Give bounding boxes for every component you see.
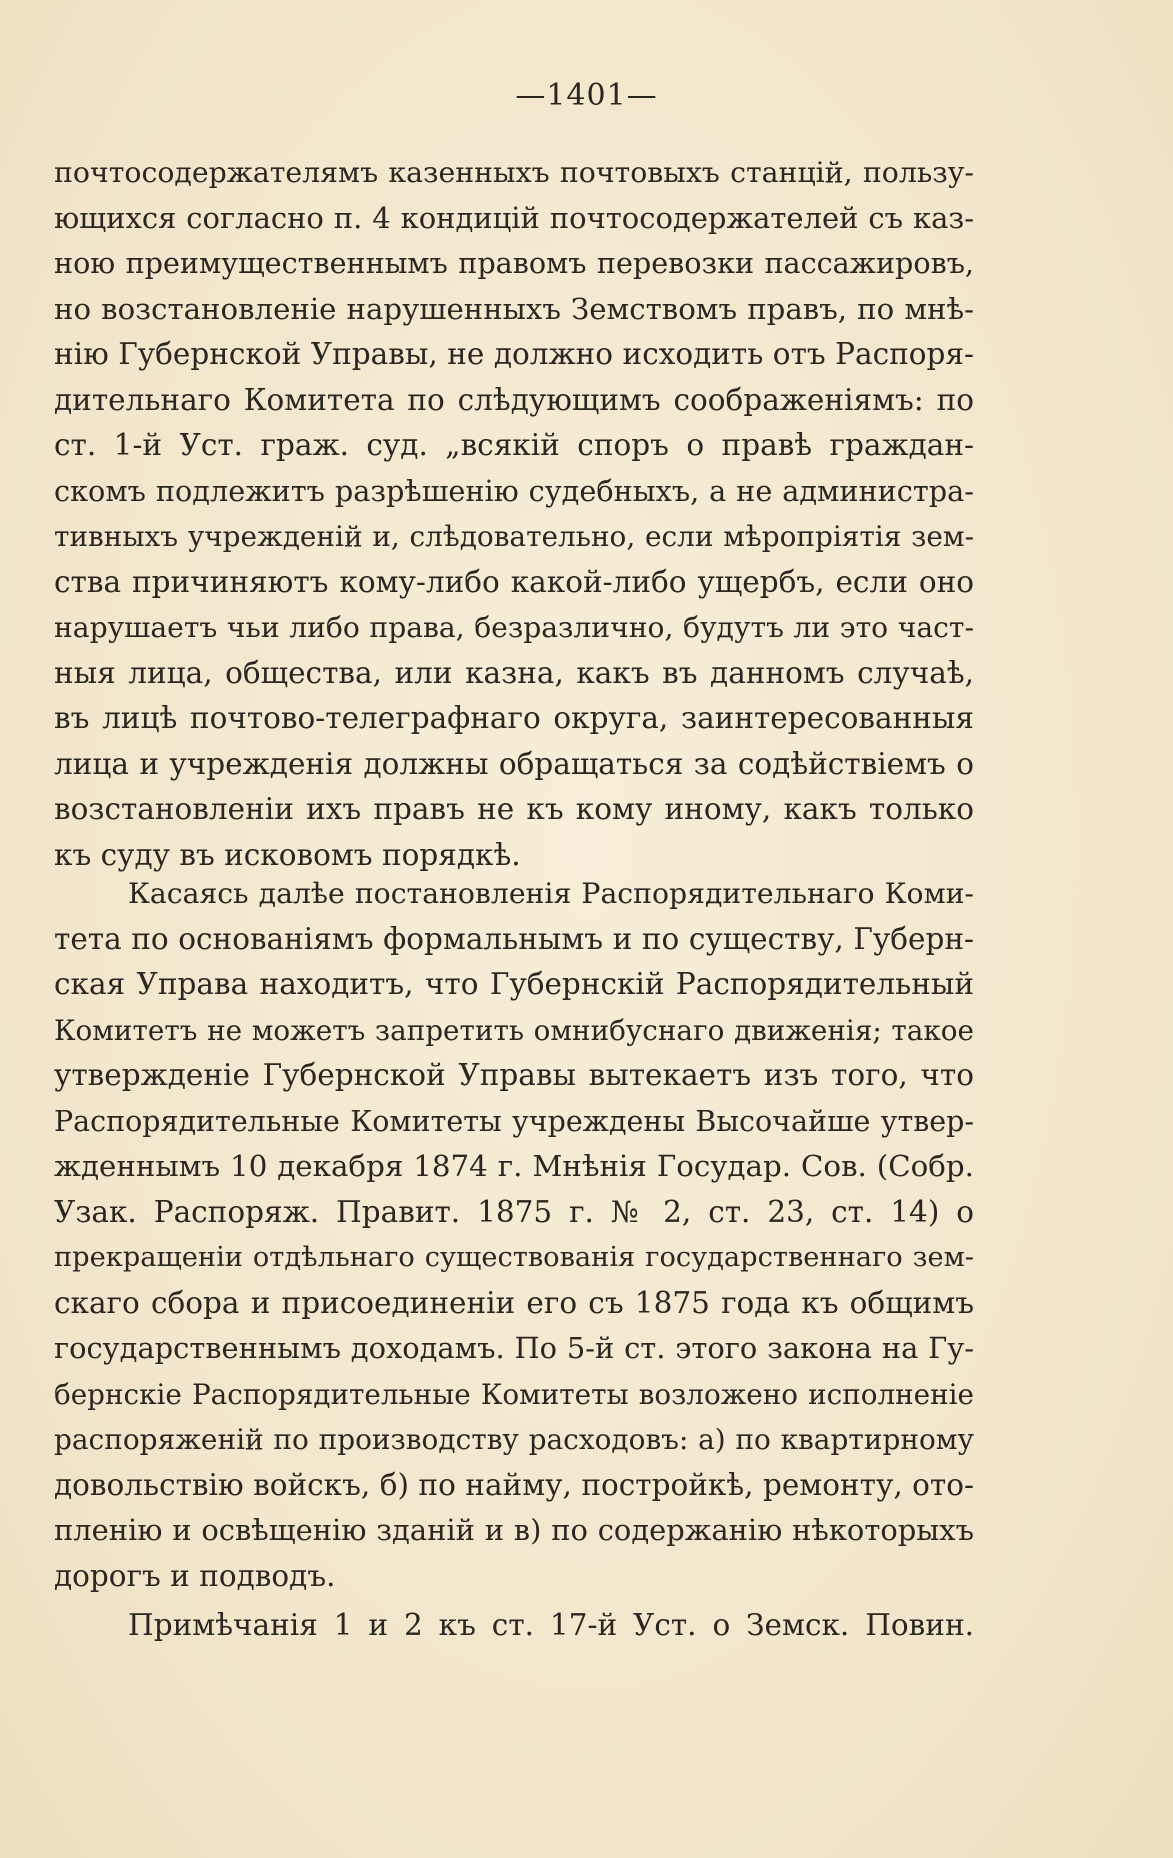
- text-line: возстановленіи ихъ правъ не къ кому иному, какъ только: [54, 792, 974, 826]
- paragraph-1: [54, 150, 974, 878]
- text-line: Примѣчанія 1 и 2 къ ст. 17-й Уст. о Земск. Повин.: [128, 1608, 974, 1642]
- text-line: ющихся согласно п. 4 кондицій почтосодержателей съ каз-: [54, 200, 974, 235]
- text-line: ныя лица, общества, или казна, какъ въ данномъ случаѣ,: [54, 655, 974, 690]
- text-line: прекращеніи отдѣльнаго существованія государственнаго зем-: [54, 1242, 974, 1273]
- text-line: бернскіе Распорядительные Комитеты возложено исполненіе: [54, 1377, 974, 1411]
- text-line: довольствію войскъ, б) по найму, постройкѣ, ремонту, ото-: [54, 1467, 974, 1502]
- text-line: дорогъ и подводъ.: [54, 1558, 336, 1593]
- text-line: распоряженій по производству расходовъ: а) по квартирному: [54, 1423, 974, 1456]
- text-line: почтосодержателямъ казенныхъ почтовыхъ станцій, пользу-: [54, 156, 974, 189]
- text-line: пленію и освѣщенію зданій и в) по содержанію нѣкоторыхъ: [54, 1513, 974, 1547]
- paragraph-2: [54, 871, 974, 1599]
- text-line: Распорядительные Комитеты учреждены Высочайше утвер-: [54, 1104, 974, 1138]
- text-line: Касаясь далѣе постановленія Распорядительнаго Коми-: [128, 877, 974, 910]
- text-line: жденнымъ 10 декабря 1874 г. Мнѣнія Государ. Сов. (Собр.: [54, 1149, 974, 1183]
- text-line: ст. 1-й Уст. граж. суд. „всякій споръ о правѣ граждан-: [54, 428, 974, 462]
- text-line: въ лицѣ почтово-телеграфнаго округа, заинтересованныя: [54, 701, 974, 735]
- text-line: къ суду въ исковомъ порядкѣ.: [54, 837, 521, 872]
- text-line: тивныхъ учрежденій и, слѣдовательно, если мѣропріятія зем-: [54, 520, 974, 553]
- text-line: ства причиняютъ кому-либо какой-либо ущербъ, если оно: [54, 564, 974, 599]
- text-line: Узак. Распоряж. Правит. 1875 г. № 2, ст. 23, ст. 14) о: [54, 1194, 974, 1229]
- text-line: нарушаетъ чьи либо права, безразлично, будутъ ли это част-: [54, 611, 974, 644]
- text-line: скаго сбора и присоединеніи его съ 1875 года къ общимъ: [54, 1285, 974, 1320]
- text-line: государственнымъ доходамъ. По 5-й ст. этого закона на Гу-: [54, 1331, 974, 1365]
- text-line: нію Губернской Управы, не должно исходить отъ Распоря-: [54, 337, 974, 371]
- text-line: скомъ подлежитъ разрѣшенію судебныхъ, а не администра-: [54, 473, 974, 508]
- text-line: ною преимущественнымъ правомъ перевозки пассажировъ,: [54, 246, 974, 280]
- text-line: ская Управа находитъ, что Губернскій Распорядительный: [54, 967, 974, 1001]
- text-line: тета по основаніямъ формальнымъ и по существу, Губерн-: [54, 921, 974, 956]
- page-number: —1401—: [515, 78, 658, 113]
- paragraph-3: [54, 1603, 974, 1649]
- text-line: дительнаго Комитета по слѣдующимъ соображеніямъ: по: [54, 382, 974, 417]
- text-line: утвержденіе Губернской Управы вытекаетъ изъ того, что: [54, 1058, 974, 1092]
- text-line: Комитетъ не можетъ запретить омнибуснаго движенія; такое: [54, 1013, 974, 1047]
- text-line: лица и учрежденія должны обращаться за содѣйствіемъ о: [54, 746, 974, 781]
- text-line: но возстановленіе нарушенныхъ Земствомъ правъ, по мнѣ-: [54, 291, 974, 326]
